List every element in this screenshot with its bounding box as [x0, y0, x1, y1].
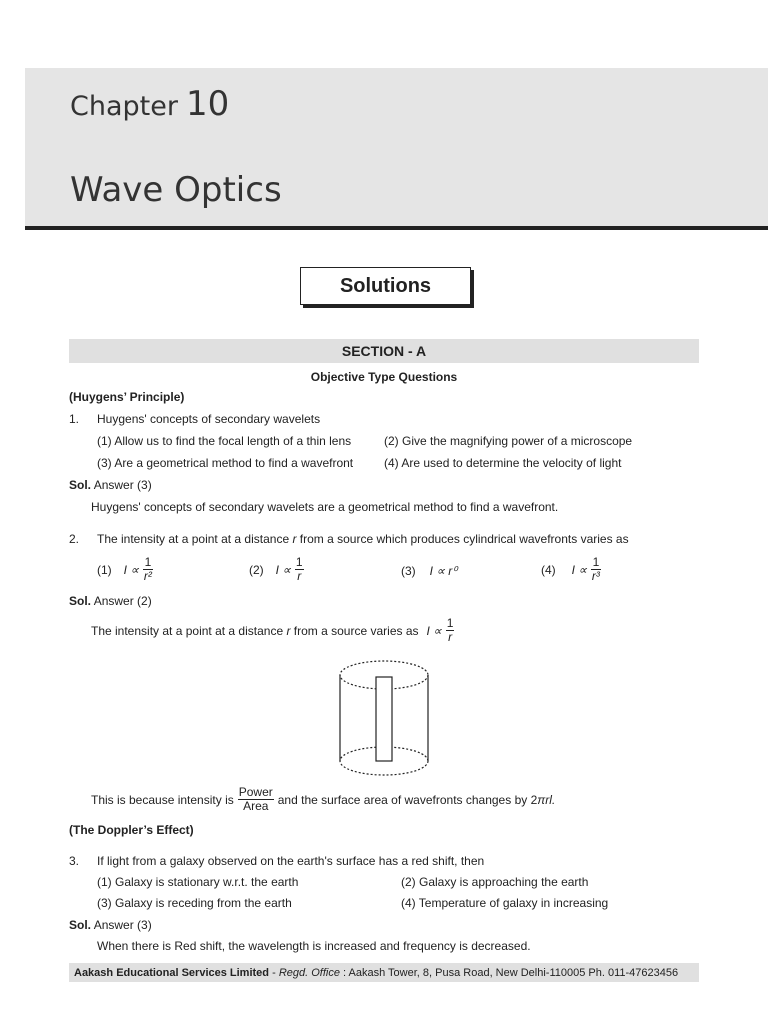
footer-address: : Aakash Tower, 8, Pusa Road, New Delhi-110005 Ph. 011-47623456	[339, 966, 679, 979]
intensity-explanation	[91, 786, 555, 813]
header-divider	[25, 226, 768, 230]
q1-answer: Answer (3)	[93, 478, 152, 492]
page-footer	[69, 963, 699, 982]
power-area-fraction	[238, 786, 274, 813]
q1-explanation: Huygens' concepts of secondary wavelets are a geometrical method to find a wavefront.	[91, 500, 559, 514]
denominator: r³	[591, 569, 600, 583]
option-label: (2)	[249, 562, 264, 577]
numerator: 1	[446, 616, 454, 630]
q2-solution-line	[69, 594, 152, 608]
numerator: 1	[144, 555, 152, 569]
fraction	[591, 556, 601, 583]
denominator: r	[297, 569, 302, 583]
explanation-text: and the surface area of wavefronts changes by 2	[277, 792, 538, 807]
option-label: (1)	[97, 562, 112, 577]
q2-stem-var: r	[292, 532, 297, 546]
q1-stem: Huygens' concepts of secondary wavelets	[97, 412, 321, 426]
formula-text: I ∝ r⁰	[429, 564, 458, 578]
option-label: (4)	[541, 562, 556, 577]
section-heading: SECTION - A	[69, 339, 699, 363]
q3-sol-label: Sol.	[69, 918, 92, 932]
explanation-var: r	[286, 623, 291, 638]
q3-option-4: (4) Temperature of galaxy in increasing	[401, 896, 609, 910]
q2-option-2	[249, 556, 304, 583]
q2-stem-part: The intensity at a point at a distance	[97, 532, 293, 546]
q2-sol-label: Sol.	[69, 594, 92, 608]
denominator: r	[448, 630, 453, 644]
denominator: Area	[243, 799, 269, 813]
fraction	[295, 556, 304, 583]
q1-option-1: (1) Allow us to find the focal length of a thin lens	[97, 434, 352, 448]
q3-solution-line	[69, 918, 152, 932]
q3-option-2: (2) Galaxy is approaching the earth	[401, 875, 589, 889]
explanation-formula: πrl.	[537, 792, 556, 807]
q1-sol-label: Sol.	[69, 478, 92, 492]
q3-answer: Answer (3)	[93, 918, 152, 932]
q2-option-4	[541, 556, 601, 583]
formula-lhs: I ∝	[426, 623, 442, 638]
q2-answer: Answer (2)	[93, 594, 152, 608]
solutions-heading-box: Solutions	[300, 267, 471, 305]
q1-option-3: (3) Are a geometrical method to find a wavefront	[97, 456, 354, 470]
q3-number: 3.	[69, 854, 80, 868]
explanation-text: from a source varies as	[290, 623, 419, 638]
q2-stem	[97, 532, 629, 546]
explanation-text: This is because intensity is	[91, 792, 234, 807]
cylinder-wavefront-diagram	[334, 657, 434, 781]
formula-lhs: I ∝	[123, 562, 139, 577]
q1-option-2: (2) Give the magnifying power of a microscope	[384, 434, 633, 448]
q2-number: 2.	[69, 532, 80, 546]
fraction	[143, 556, 153, 583]
chapter-word: Chapter	[70, 91, 178, 122]
q1-number: 1.	[69, 412, 80, 426]
formula-lhs: I ∝	[571, 562, 587, 577]
q2-option-1	[97, 556, 153, 583]
q1-option-4: (4) Are used to determine the velocity of light	[384, 456, 622, 470]
q3-explanation: When there is Red shift, the wavelength is increased and frequency is decreased.	[97, 939, 531, 953]
q2-explanation	[91, 617, 454, 644]
q3-stem: If light from a galaxy observed on the earth's surface has a red shift, then	[97, 854, 485, 868]
q2-option-3	[401, 564, 457, 578]
fraction	[446, 617, 455, 644]
section-subheading: Objective Type Questions	[310, 370, 458, 384]
q3-option-1: (1) Galaxy is stationary w.r.t. the earth	[97, 875, 299, 889]
formula-lhs: I ∝	[275, 562, 291, 577]
line-source-rect	[376, 677, 392, 761]
footer-company: Aakash Educational Services Limited	[74, 966, 270, 979]
q1-solution-line	[69, 478, 152, 492]
numerator: 1	[592, 555, 600, 569]
q3-option-3: (3) Galaxy is receding from the earth	[97, 896, 292, 910]
numerator: 1	[295, 555, 303, 569]
numerator: Power	[238, 785, 273, 799]
topic-heading-huygens: (Huygens’ Principle)	[69, 390, 185, 404]
chapter-label	[70, 84, 229, 124]
chapter-number: 10	[185, 84, 230, 124]
footer-office-label: Regd. Office	[278, 966, 340, 979]
topic-heading-doppler: (The Doppler’s Effect)	[69, 823, 194, 837]
option-label: (3)	[401, 564, 416, 578]
denominator: r²	[143, 569, 152, 583]
explanation-text: The intensity at a point at a distance	[91, 623, 287, 638]
footer-separator: -	[269, 966, 279, 979]
q2-stem-part: from a source which produces cylindrical wavefronts varies as	[296, 532, 629, 546]
chapter-title: Wave Optics	[70, 170, 282, 210]
